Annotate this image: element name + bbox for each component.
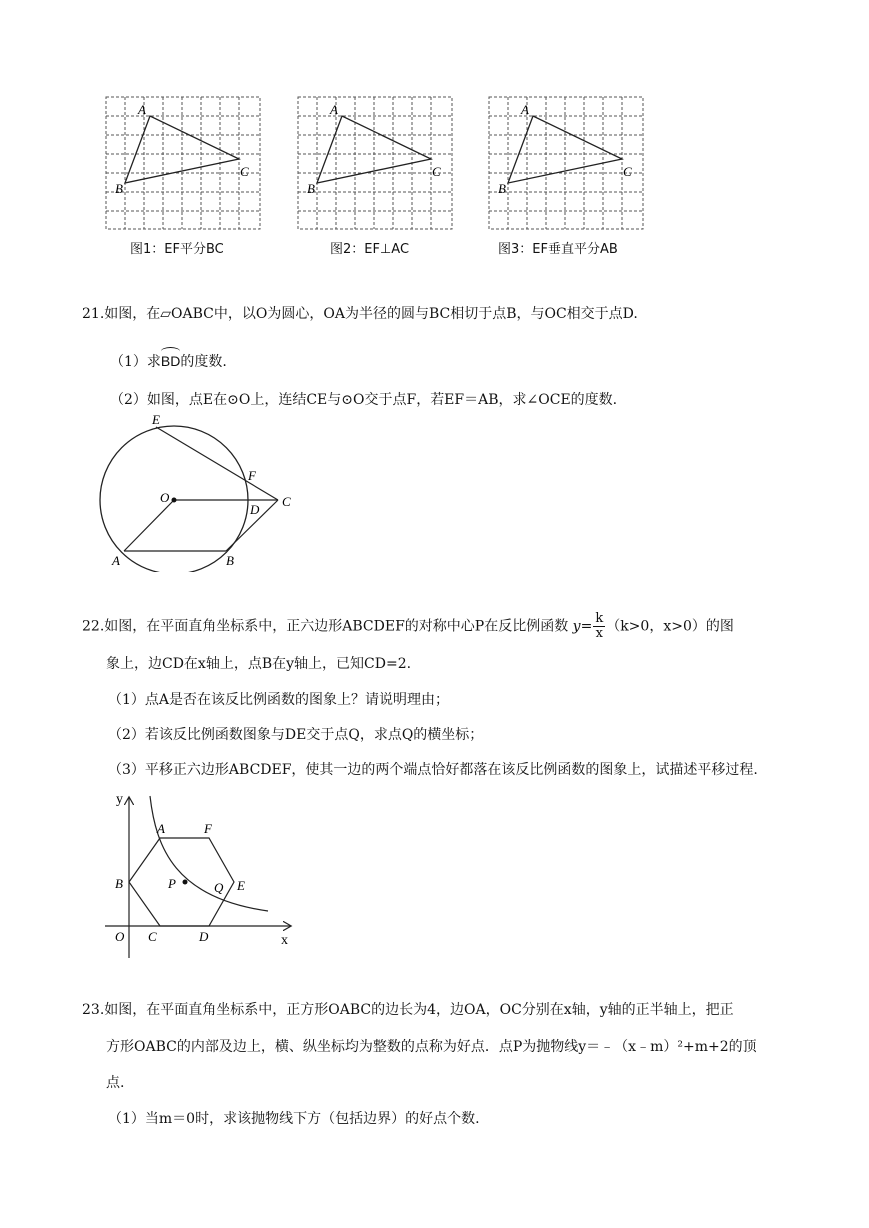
q21-part1-suffix: 的度数. (180, 354, 227, 370)
q21-part1 (110, 351, 227, 372)
q22-stem-b: （k>0，x>0）的图 (606, 618, 734, 635)
label-b: B (115, 876, 123, 891)
q22-stem-line2: 象上，边CD在x轴上，点B在y轴上，已知CD=2. (106, 656, 412, 672)
q22-part2: （2）若该反比例函数图象与DE交于点Q，求点Q的横坐标； (108, 727, 484, 743)
label-a: A (138, 102, 146, 117)
q23-line2: 方形OABC的内部及边上，横、纵坐标均为整数的点称为好点．点P为抛物线y＝﹣（x﹣m）²+m+2的顶 (106, 1039, 757, 1055)
label-o: O (160, 490, 170, 505)
label-e: E (237, 878, 245, 893)
label-c: C (240, 164, 249, 179)
fraction-numerator: k (595, 611, 604, 626)
fraction-k-over-x (593, 612, 605, 641)
label-b: B (498, 181, 506, 196)
label-b: B (226, 553, 234, 568)
q22-stem-a: 22.如图，在平面直角坐标系中，正六边形ABCDEF的对称中心P在反比例函数 (82, 618, 569, 635)
label-f: F (204, 821, 212, 836)
segment-oa (124, 500, 174, 551)
q21-part1-prefix: （1）求 (110, 354, 161, 370)
grid-caption-3: 图3：EF垂直平分AB (498, 242, 618, 257)
label-q: Q (214, 880, 224, 895)
label-c: C (623, 164, 632, 179)
q21-part2: （2）如图，点E在⊙O上，连结CE与⊙O交于点F，若EF＝AB，求∠OCE的度数. (110, 392, 618, 408)
q23-line1: 23.如图，在平面直角坐标系中，正方形OABC的边长为4，边OA，OC分别在x轴，y轴的正半轴上，把正 (82, 1002, 734, 1018)
label-a: A (330, 102, 338, 117)
grid-caption-2: 图2：EF⊥AC (330, 242, 410, 257)
label-a: A (521, 102, 529, 117)
label-x: x (281, 933, 288, 948)
label-e: E (152, 412, 160, 427)
q23-line3: 点. (106, 1075, 125, 1091)
grid-figure-2-svg (297, 96, 457, 231)
fraction-denominator: x (595, 626, 603, 641)
label-a: A (157, 821, 165, 836)
label-b: B (307, 181, 315, 196)
grid-figure-1 (105, 96, 265, 231)
q22-part1: （1）点A是否在该反比例函数的图象上？请说明理由； (108, 692, 450, 708)
label-d: D (199, 929, 209, 944)
q21-svg (96, 410, 306, 572)
label-b: B (115, 181, 123, 196)
center-point-p (183, 880, 188, 885)
grid-figure-1-svg (105, 96, 265, 231)
label-p: P (168, 876, 176, 891)
q21-circle-figure (96, 410, 306, 572)
grid-caption-1: 图1：EF平分BC (130, 242, 224, 257)
label-o: O (115, 929, 125, 944)
grid-figure-2 (297, 96, 457, 231)
inverse-function-curve (150, 796, 268, 911)
label-d: D (250, 502, 260, 517)
q22-eq-y: y= (572, 618, 593, 635)
label-c: C (148, 929, 157, 944)
label-f: F (248, 468, 256, 483)
q21-stem: 21.如图，在▱OABC中，以O为圆心，OA为半径的圆与BC相切于点B，与OC相交于点D. (82, 306, 638, 322)
q22-part3: （3）平移正六边形ABCDEF，使其一边的两个端点恰好都落在该反比例函数的图象上，试描述平移过程. (108, 762, 758, 778)
grid-figure-3-svg (488, 96, 648, 231)
q22-svg (100, 788, 300, 963)
label-a: A (112, 553, 120, 568)
label-c: C (432, 164, 441, 179)
q23-part1: （1）当m＝0时，求该抛物线下方（包括边界）的好点个数. (108, 1111, 480, 1127)
segment-ec (156, 427, 278, 500)
q22-hexagon-figure (100, 788, 300, 963)
label-y: y (116, 792, 123, 807)
q22-stem-line1 (82, 612, 734, 641)
grid-figure-3 (488, 96, 648, 231)
arc-bd: BD (160, 353, 181, 369)
center-point (172, 498, 177, 503)
label-c: C (282, 494, 291, 509)
